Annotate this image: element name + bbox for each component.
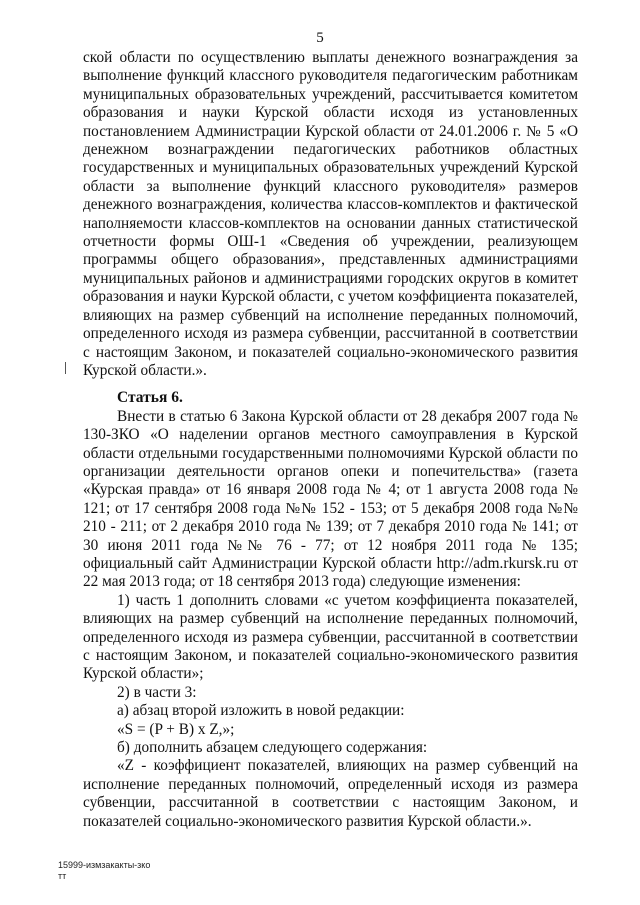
footer — [58, 860, 150, 882]
footer-initials: тт — [58, 871, 67, 881]
article-paragraph-intro: Внести в статью 6 Закона Курской области от 28 декабря 2007 года № 130-ЗКО «О наделении органов местного самоуправления в Курской области отдельными государственными полномочиями Курской области по организации деятельности органов опеки и попечительства» (газета «Курская правда» от 16 января 2008 года № 4; от 1 августа 2008 года № 121; от 17 сентября 2008 года №№ 152 - 153; от 5 декабря 2008 года №№ 210 - 211; от 2 декабря 2010 года № 139; от 7 декабря 2010 года № 141; от 30 июня 2011 года №№ 76 - 77; от 12 ноября 2011 года № 135; официальный сайт Администрации Курской области http://adm.rkursk.ru от 22 мая 2013 года; от 18 сентября 2013 года) следующие изменения: — [83, 407, 578, 591]
article-heading: Статья 6. — [117, 389, 183, 407]
document-body — [83, 49, 578, 831]
page-number: 5 — [316, 30, 324, 46]
article-paragraph-item-1: 1) часть 1 дополнить словами «с учетом коэффициента показателей, влияющих на размер субвенций на исполнение переданных полномочий, определенного исходя из размера субвенции, рассчитанной в соответствии с настоящим Законом, и показателей социально-экономического развития Курской области»; — [83, 591, 578, 683]
article-paragraph-item-2: 2) в части 3: — [117, 683, 197, 701]
margin-mark — [65, 362, 66, 374]
footer-doc-code: 15999-измзакакты-зко — [58, 860, 151, 870]
continuation-paragraph: ской области по осуществлению выплаты денежного вознаграждения за выполнение функций классного руководителя педагогическим работникам муниципальных образовательных учреждений, рассчитывается комитетом образования и науки Курской области исходя из установленных постановлением Администрации Курской области от 24.01.2006 г. № 5 «О денежном вознаграждении педагогических работников областных государственных и муниципальных образовательных учреждений Курской области за выполнение функций классного руководителя» размеров денежного вознаграждения, количества классов-комплектов и фактической наполняемости классов-комплектов на основании данных статистической отчетности формы ОШ-1 «Сведения об учреждении, реализующем программы общего образования», представленных администрациями муниципальных районов и администрациями городских округов в комитет образования и науки Курской области, с учетом коэффициента показателей, влияющих на размер субвенций на исполнение переданных полномочий, определенного исходя из размера субвенции, рассчитанной в соответствии с настоящим Законом, и показателей социально-экономического развития Курской области.». — [83, 49, 578, 379]
article-paragraph-definition: «Z - коэффициент показателей, влияющих на размер субвенций на исполнение переданных полномочий, определенный исходя из размера субвенции, рассчитанной в соответствии с настоящим Законом, и показателей социально-экономического развития Курской области.». — [83, 757, 578, 830]
formula-line: «S = (P + B) x Z,»; — [117, 720, 235, 738]
article-paragraph-item-2b: б) дополнить абзацем следующего содержания: — [117, 739, 428, 757]
article-paragraph-item-2a: а) абзац второй изложить в новой редакции: — [117, 702, 405, 720]
